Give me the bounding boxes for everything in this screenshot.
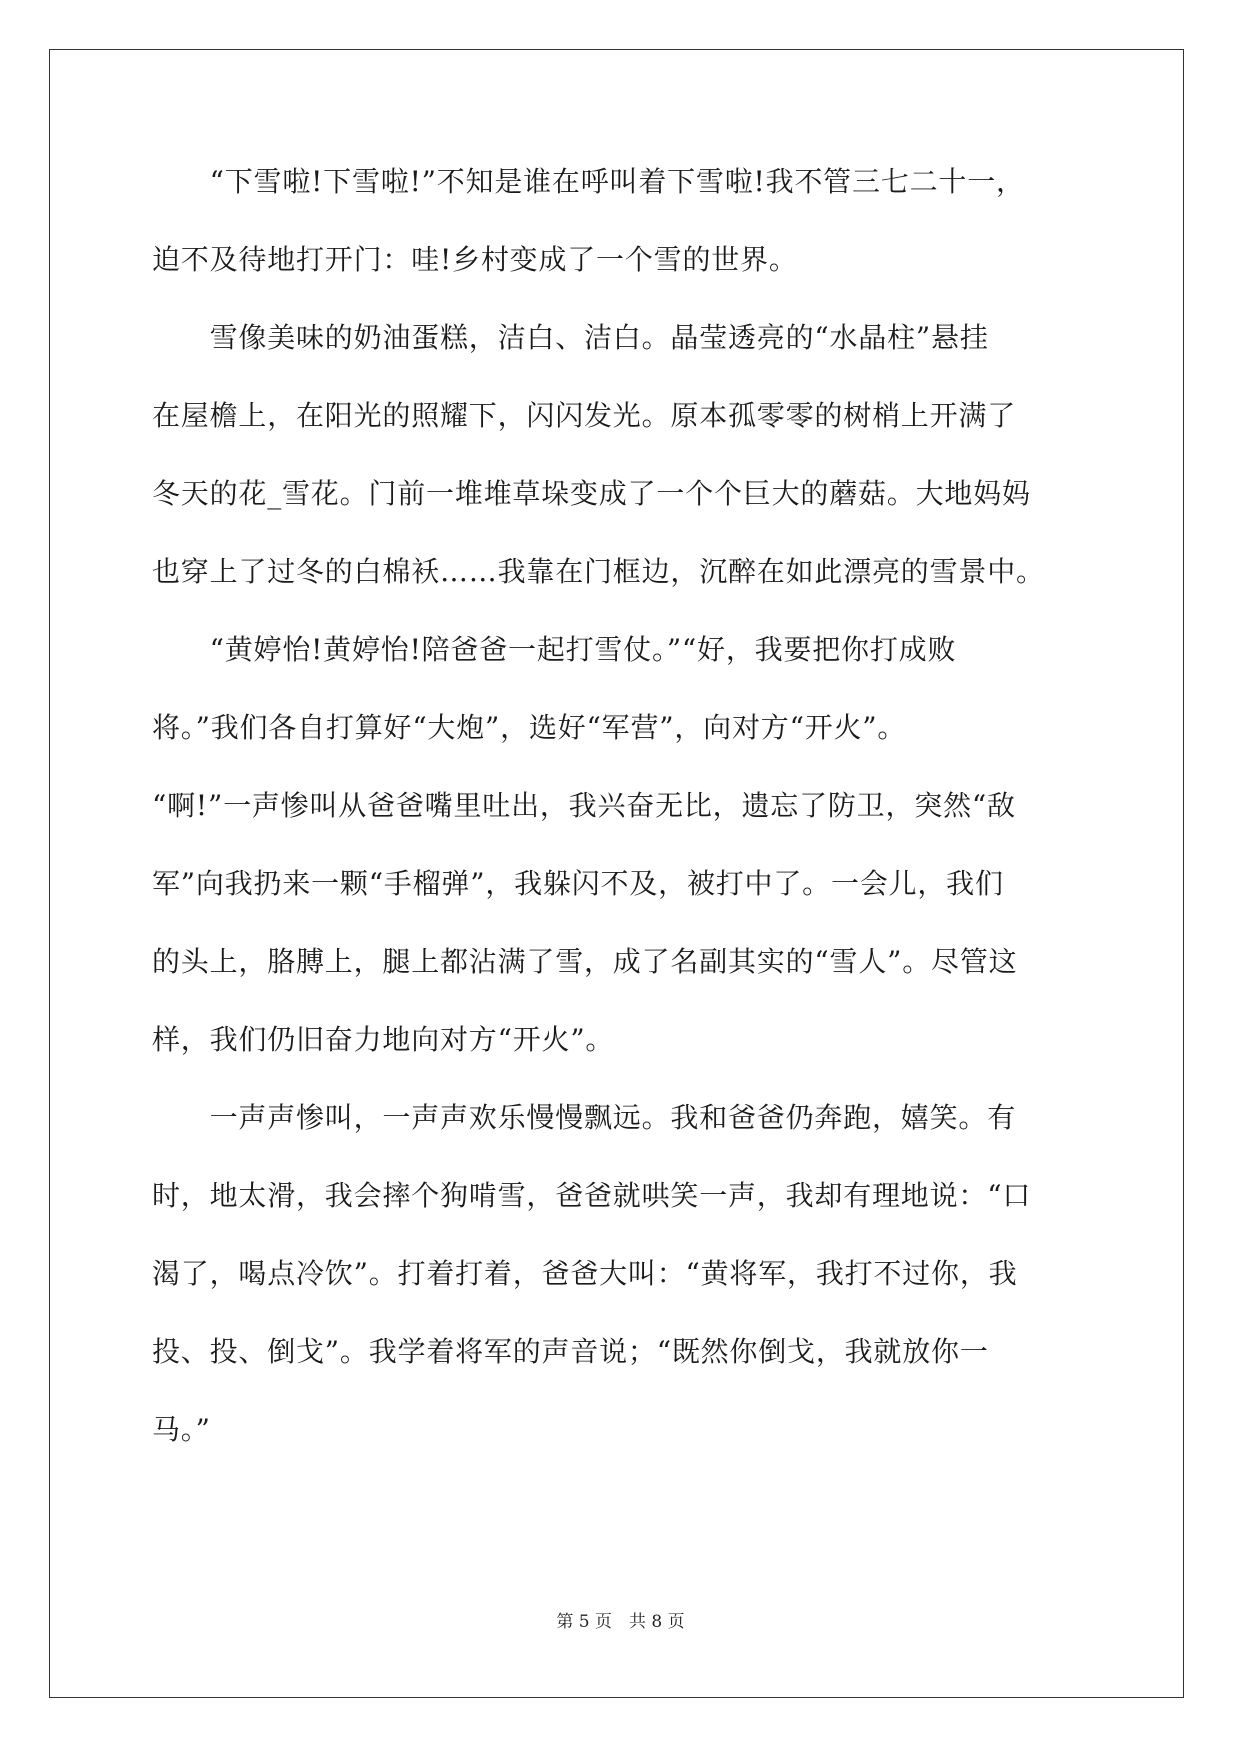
text-line: 军”向我扔来一颗“手榴弹”，我躲闪不及，被打中了。一会儿，我们 — [152, 867, 1004, 900]
text-line: 马。” — [152, 1413, 211, 1446]
text-line: 雪像美味的奶油蛋糕，洁白、洁白。晶莹透亮的“水晶柱”悬挂 — [152, 321, 989, 354]
text-line: “啊!”一声惨叫从爸爸嘴里吐出，我兴奋无比，遗忘了防卫，突然“敌 — [152, 789, 1016, 822]
text-line: 也穿上了过冬的白棉袄……我靠在门框边，沉醉在如此漂亮的雪景中。 — [152, 555, 1045, 588]
text-line: 样，我们仍旧奋力地向对方“开火”。 — [152, 1023, 615, 1056]
text-line: 一声声惨叫，一声声欢乐慢慢飘远。我和爸爸仍奔跑，嬉笑。有 — [152, 1101, 1017, 1134]
text-line: 的头上，胳膊上，腿上都沾满了雪，成了名副其实的“雪人”。尽管这 — [152, 945, 1018, 978]
text-line: 将。”我们各自打算好“大炮”，选好“军营”，向对方“开火”。 — [152, 711, 907, 744]
text-line: 渴了，喝点冷饮”。打着打着，爸爸大叫：“黄将军，我打不过你，我 — [152, 1257, 1018, 1290]
text-line: 迫不及待地打开门：哇!乡村变成了一个雪的世界。 — [152, 243, 798, 276]
text-line: 在屋檐上，在阳光的照耀下，闪闪发光。原本孤零零的树梢上开满了 — [152, 399, 1017, 432]
text-line: 投、投、倒戈”。我学着将军的声音说；“既然你倒戈，我就放你一 — [152, 1335, 989, 1368]
page-number-footer: 第 5 页 共 8 页 — [556, 1612, 685, 1632]
text-line: “下雪啦!下雪啦!”不知是谁在呼叫着下雪啦!我不管三七二十一， — [152, 165, 1025, 198]
text-line: 冬天的花_雪花。门前一堆堆草垛变成了一个个巨大的蘑菇。大地妈妈 — [152, 477, 1031, 510]
text-line: “黄婷怡!黄婷怡!陪爸爸一起打雪仗。”“好，我要把你打成败 — [152, 633, 957, 666]
text-line: 时，地太滑，我会摔个狗啃雪，爸爸就哄笑一声，我却有理地说：“口 — [152, 1179, 1032, 1212]
